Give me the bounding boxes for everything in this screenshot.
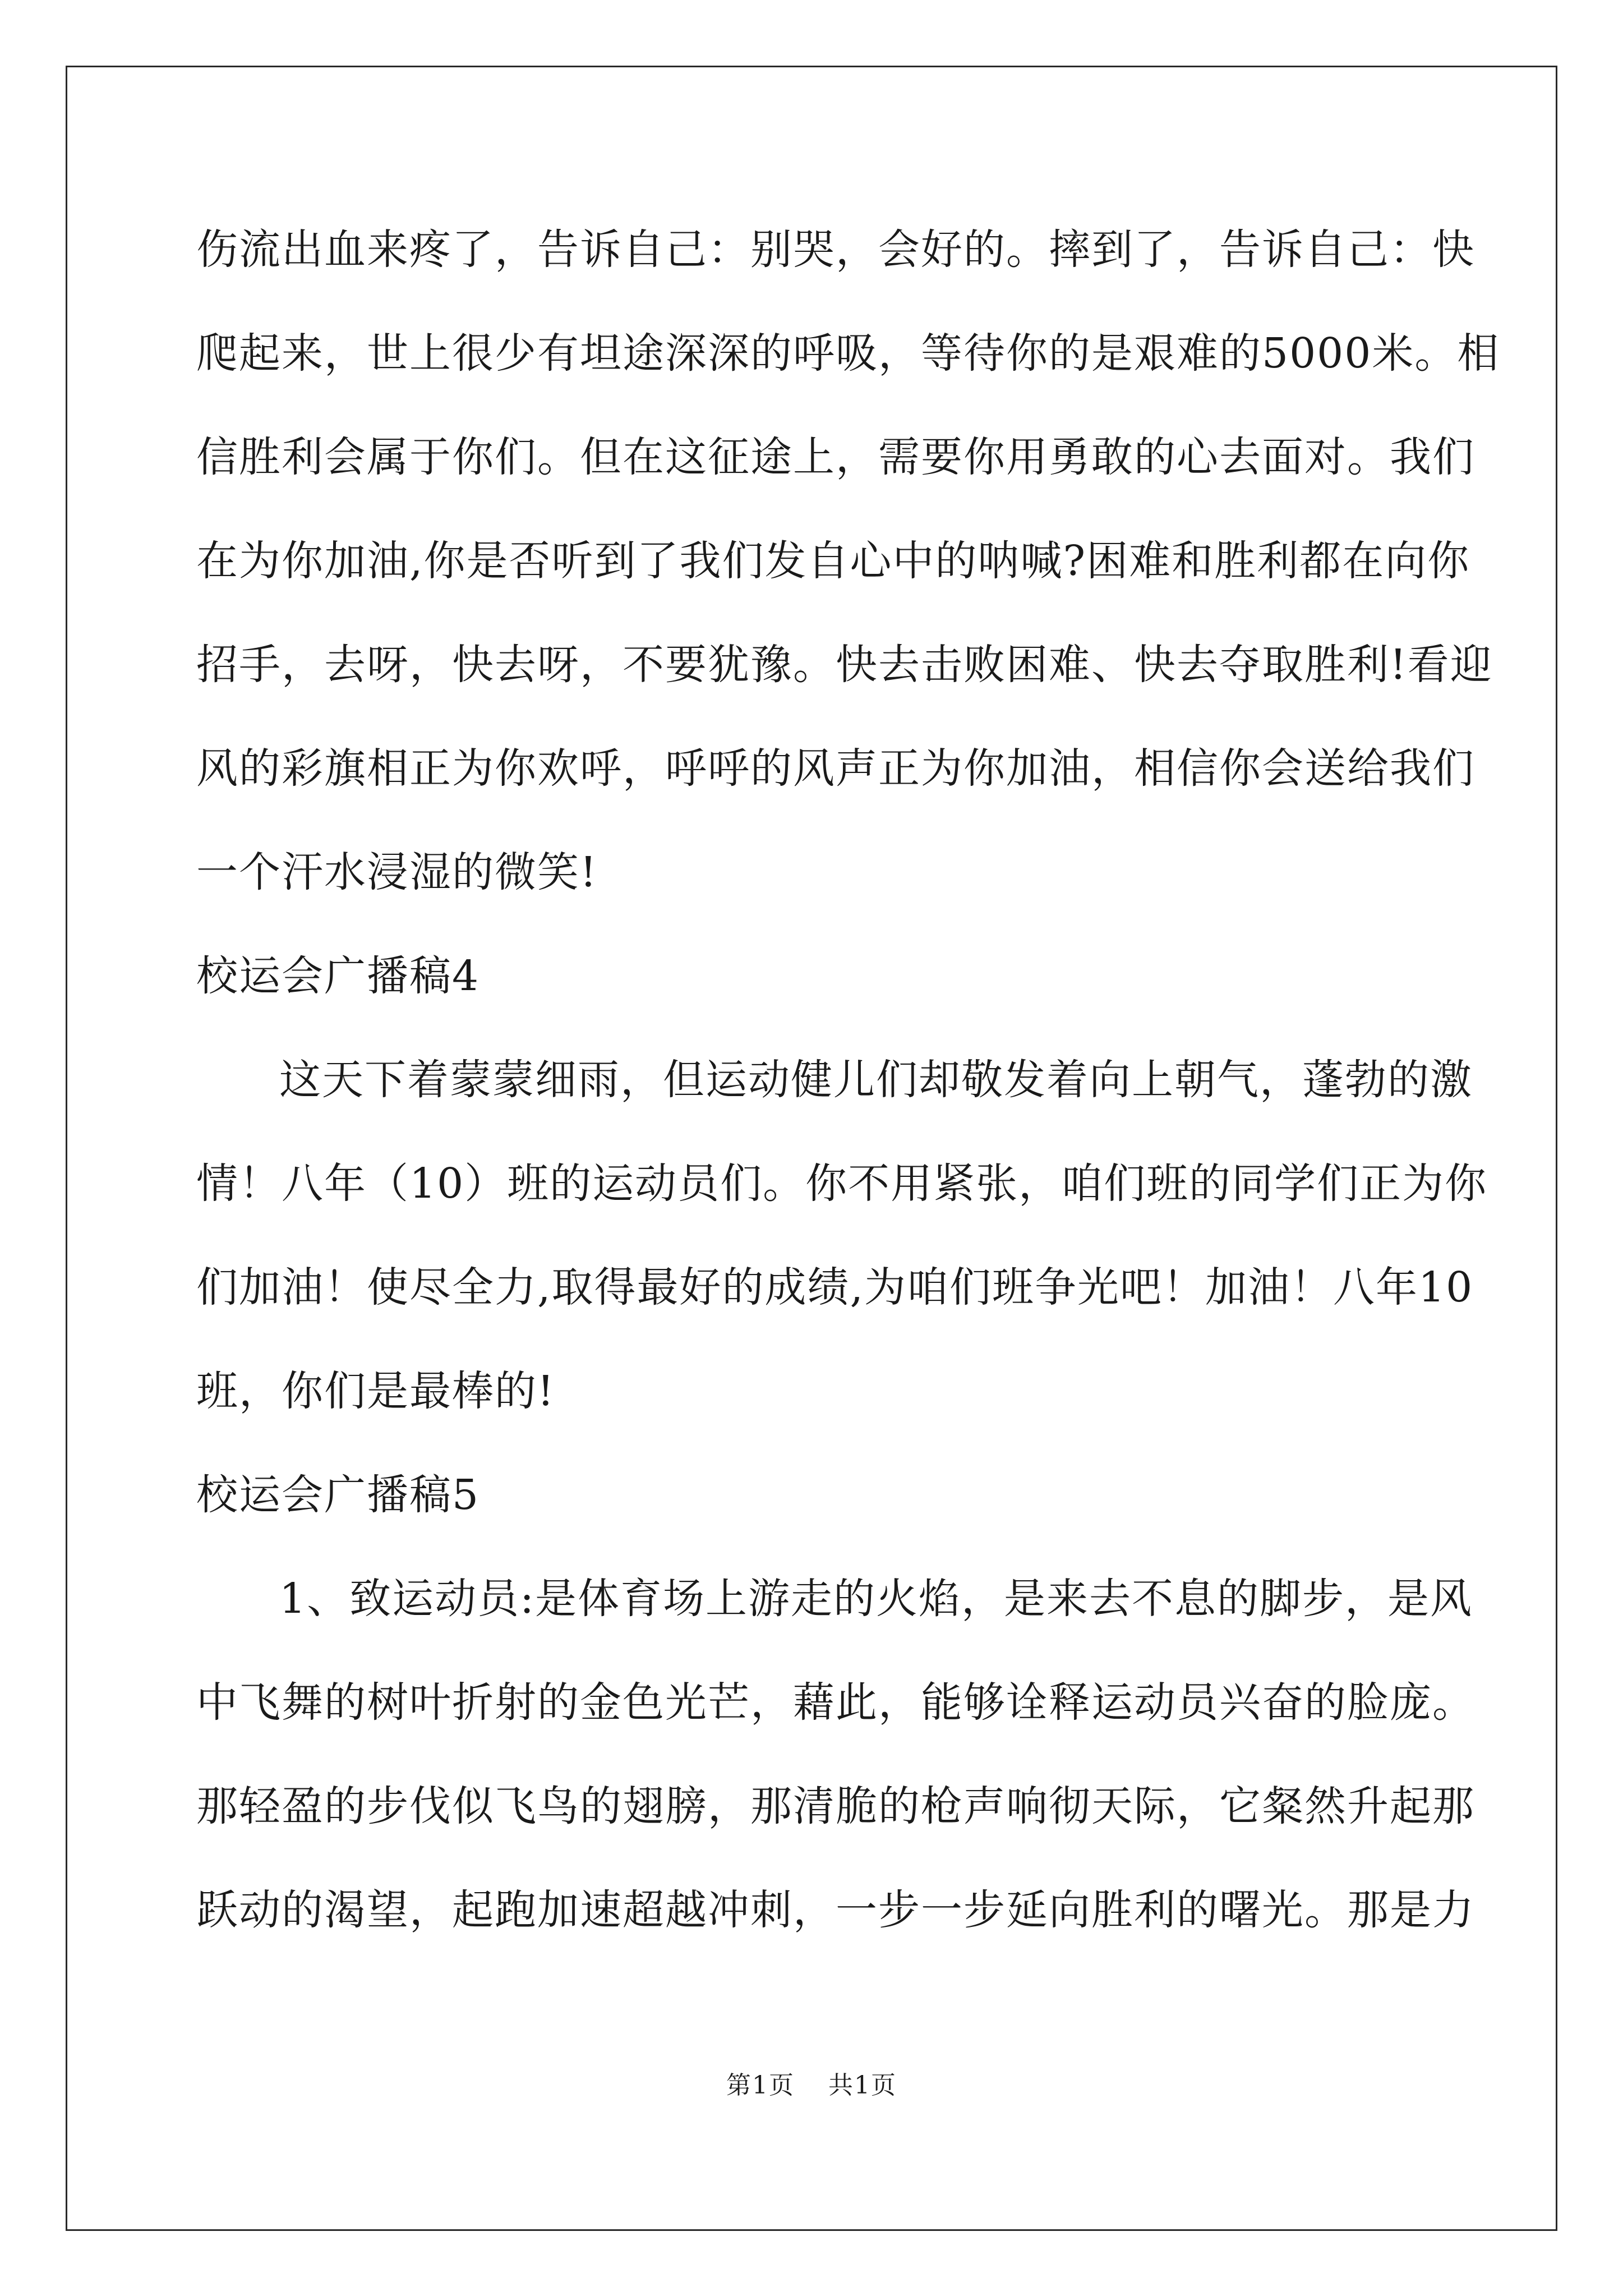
paragraph-line: 班，你们是最棒的! (196, 1367, 555, 1415)
paragraph-line: 情！八年（10）班的运动员们。你不用紧张，咱们班的同学们正为你 (196, 1159, 1488, 1208)
paragraph-line: 风的彩旗相正为你欢呼，呼呼的风声正为你加油，相信你会送给我们 (196, 744, 1475, 793)
section-heading-4: 校运会广播稿4 (196, 952, 480, 1000)
page-number-total: 共1页 (828, 2071, 897, 2100)
paragraph-line: 一个汗水浸湿的微笑! (196, 848, 598, 896)
paragraph-line: 招手，去呀，快去呀，不要犹豫。快去击败困难、快去夺取胜利!看迎 (196, 641, 1493, 689)
paragraph-line: 跃动的渴望，起跑加速超越冲刺，一步一步延向胜利的曙光。那是力 (196, 1886, 1475, 1934)
paragraph-line: 们加油！使尽全力,取得最好的成绩,为咱们班争光吧！加油！八年10 (196, 1263, 1474, 1312)
paragraph-line: 在为你加油,你是否听到了我们发自心中的呐喊?困难和胜利都在向你 (196, 537, 1470, 585)
section-heading-5: 校运会广播稿5 (196, 1471, 480, 1519)
document-body (196, 223, 1500, 1987)
paragraph-line: 1、致运动员:是体育场上游走的火焰，是来去不息的脚步，是风 (279, 1575, 1473, 1623)
paragraph-line: 信胜利会属于你们。但在这征途上，需要你用勇敢的心去面对。我们 (196, 433, 1475, 481)
paragraph-line: 爬起来，世上很少有坦途深深的呼吸，等待你的是艰难的5000米。相 (196, 329, 1500, 378)
paragraph-line: 这天下着蒙蒙细雨，但运动健儿们却敬发着向上朝气，蓬勃的激 (279, 1056, 1473, 1104)
page-number-current: 第1页 (726, 2071, 795, 2100)
paragraph-line: 中飞舞的树叶折射的金色光芒，藉此，能够诠释运动员兴奋的脸庞。 (196, 1678, 1475, 1727)
page-footer (0, 2070, 1623, 2101)
paragraph-line: 伤流出血来疼了，告诉自己：别哭，会好的。摔到了，告诉自己：快 (196, 226, 1475, 274)
paragraph-line: 那轻盈的步伐似飞鸟的翅膀，那清脆的枪声响彻天际，它粲然升起那 (196, 1782, 1475, 1830)
